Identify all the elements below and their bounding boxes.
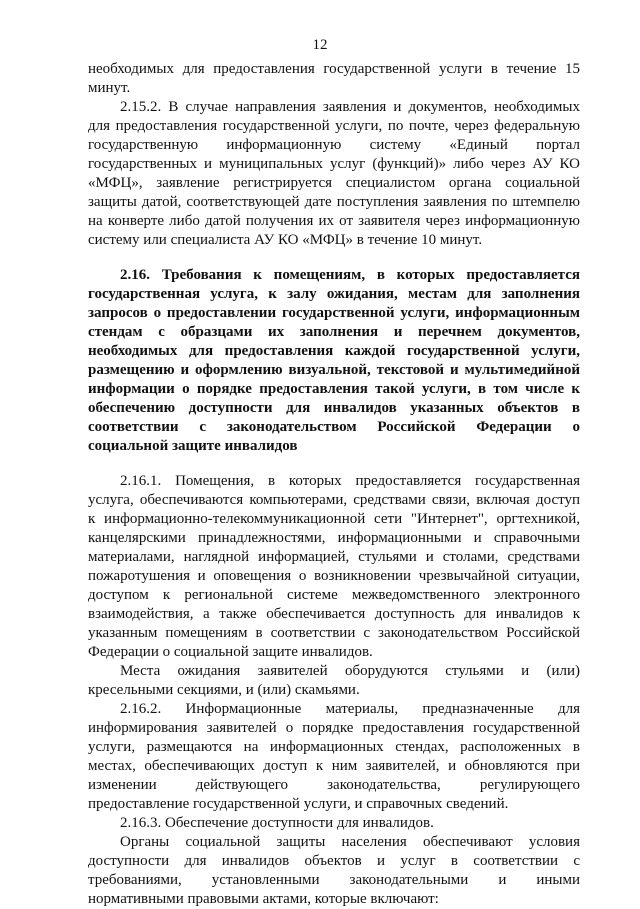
text-line: на конверте либо датой получения их от заявителя через информационную: [88, 213, 580, 229]
text-line: изменении действующего законодательства, регулирующего: [88, 777, 580, 793]
text-line: доступом к региональной системе межведомственного электронного: [88, 587, 580, 603]
text-line: систему или специалиста АУ КО «МФЦ» в течение 10 минут.: [88, 232, 483, 248]
text-line: государственную информационную систему «Единый портал: [88, 137, 580, 153]
text-line: местах, обеспечивающих доступ к ним заявителей, и обновляются при: [88, 758, 580, 774]
text-line: для предоставления государственной услуги, по почте, через федеральную: [88, 118, 580, 134]
text-line: минут.: [88, 80, 131, 96]
text-line: пожаротушения и оповещения о возникновении чрезвычайной ситуации,: [88, 568, 580, 584]
text-line: предоставление государственной услуги, и справочных сведений.: [88, 796, 509, 812]
text-line: Места ожидания заявителей оборудуются стульями и (или): [120, 663, 580, 679]
text-line: 2.16.1. Помещения, в которых предоставляется государственная: [120, 473, 580, 489]
page-number: 12: [312, 37, 328, 53]
text-line: Органы социальной защиты населения обеспечивают условия: [120, 834, 580, 850]
text-line: 2.16.2. Информационные материалы, предназначенные для: [120, 701, 580, 717]
text-line: кресельными секциями, и (или) скамьями.: [88, 682, 360, 698]
section-heading-line: государственная услуга, к залу ожидания, местам для заполнения: [88, 286, 580, 302]
section-heading-line: соответствии с законодательством Российской Федерации о: [88, 419, 580, 435]
section-heading-line: стендам с образцами их заполнения и перечнем документов,: [88, 324, 580, 340]
text-line: Федерации о социальной защите инвалидов.: [88, 644, 373, 660]
text-line: государственных и муниципальных услуг (функций)» либо через АУ КО: [88, 156, 580, 172]
text-line: необходимых для предоставления государственной услуги в течение 15: [88, 61, 580, 77]
section-heading-line: 2.16. Требования к помещениям, в которых предоставляется: [120, 267, 580, 283]
text-line: доступности для инвалидов объектов и услуг в соответствии с: [88, 853, 580, 869]
section-heading-line: социальной защите инвалидов: [88, 438, 298, 454]
section-heading-line: обеспечению доступности для инвалидов указанных объектов в: [88, 400, 580, 416]
text-line: к информационно-телекоммуникационной сети "Интернет", оргтехникой,: [88, 511, 580, 527]
section-heading-line: размещению и оформлению визуальной, текстовой и мультимедийной: [88, 362, 580, 378]
text-line: 2.15.2. В случае направления заявления и документов, необходимых: [120, 99, 580, 115]
section-heading-line: запросов о предоставлении государственной услуги, информационным: [88, 305, 580, 321]
text-line: материалами, наглядной информацией, стульями и столами, средствами: [88, 549, 580, 565]
text-line: канцелярскими принадлежностями, информационными и справочными: [88, 530, 580, 546]
text-line: указанным помещениям в соответствии с законодательством Российской: [88, 625, 580, 641]
text-line: 2.16.3. Обеспечение доступности для инвалидов.: [120, 815, 434, 831]
text-line: нормативными правовыми актами, которые включают:: [88, 891, 439, 907]
text-line: услуга, обеспечиваются компьютерами, средствами связи, включая доступ: [88, 492, 580, 508]
text-line: защиты датой, соответствующей дате поступления заявления по штемпелю: [88, 194, 580, 210]
text-line: информирования заявителей о порядке предоставления государственной: [88, 720, 580, 736]
section-heading-line: необходимых для предоставления каждой государственной услуги,: [88, 343, 580, 359]
text-line: «МФЦ», заявление регистрируется специалистом органа социальной: [88, 175, 580, 191]
text-line: взаимодействия, а также обеспечивается доступность для инвалидов к: [88, 606, 580, 622]
text-line: услуги, размещаются на информационных стендах, расположенных в: [88, 739, 580, 755]
text-line: требованиями, установленными законодательными и иными: [88, 872, 580, 888]
section-heading-line: информации о порядке предоставления такой услуги, в том числе к: [88, 381, 580, 397]
